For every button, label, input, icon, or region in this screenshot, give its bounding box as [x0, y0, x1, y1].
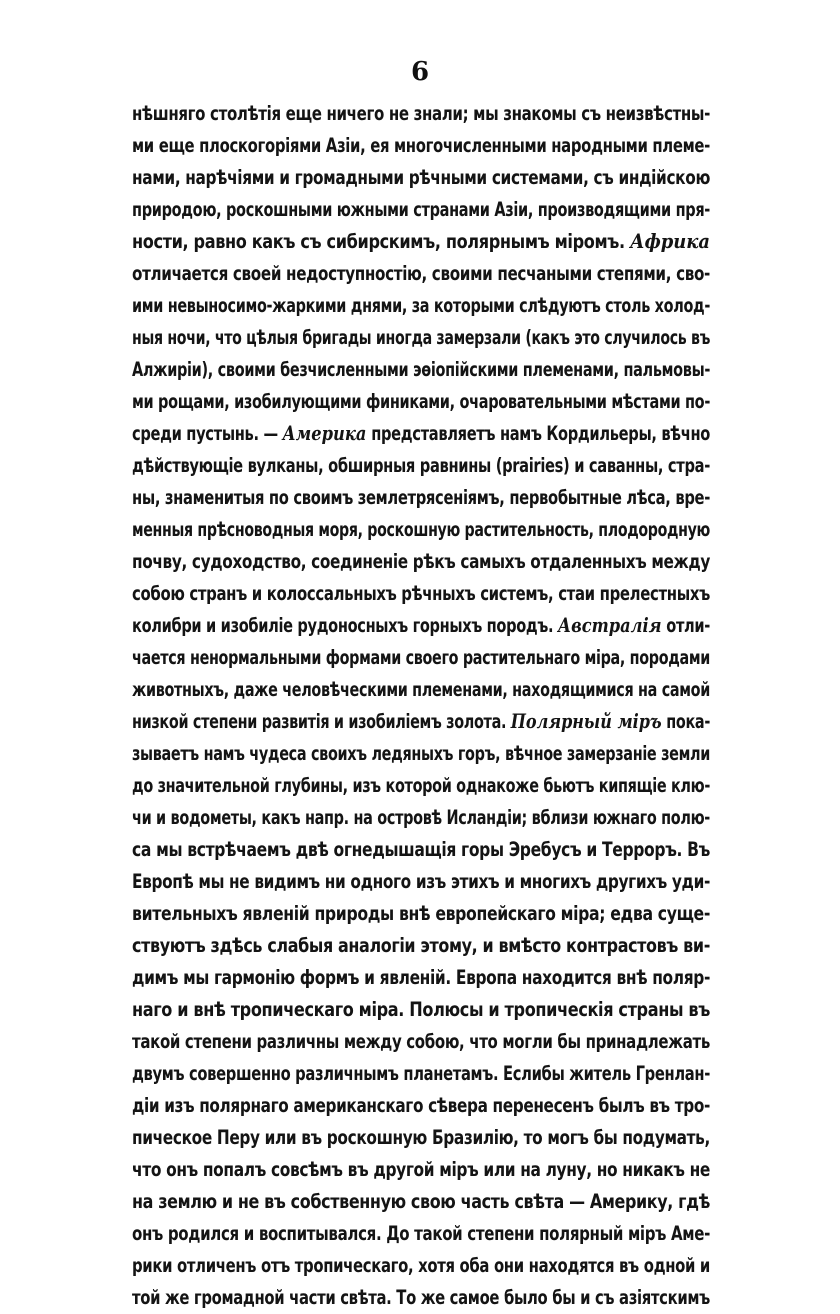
text-segment: низкой степени развитія и изобиліемъ золота. — [132, 710, 511, 733]
text-segment: природою, роскошными южными странами Азіи, производящими пря- — [132, 198, 711, 221]
text-line — [132, 194, 710, 226]
text-segment: чается ненормальными формами своего растительнаго міра, породами — [132, 646, 710, 669]
text-line — [132, 1090, 710, 1122]
text-line — [132, 578, 710, 610]
text-line — [132, 738, 710, 770]
text-line — [132, 962, 710, 994]
text-segment: такой степени различны между собою, что могли бы принадлежать — [132, 1030, 710, 1053]
text-segment: двумъ совершенно различнымъ планетамъ. Еслибы житель Гренлан- — [132, 1062, 710, 1085]
text-line — [132, 706, 710, 738]
text-segment: ныя ночи, что цѣлыя бригады иногда замерзали (какъ это случилось въ — [132, 326, 711, 349]
text-segment: нами, нарѣчіями и громадными рѣчными системами, съ индійскою — [132, 166, 711, 189]
text-line — [132, 322, 710, 354]
text-segment: животныхъ, даже человѣческими племенами, находящимися на самой — [132, 678, 710, 701]
text-line — [132, 1058, 710, 1090]
text-segment: вительныхъ явленій природы внѣ европейскаго міра; едва суще- — [132, 902, 711, 925]
text-segment: Алжиріи), своими безчисленными эѳіопійскими племенами, пальмовы- — [132, 358, 711, 381]
text-segment: рики отличенъ отъ тропическаго, хотя оба они находятся въ одной и — [132, 1254, 710, 1277]
text-segment: ми еще плоскогоріями Азіи, ея многочисленными народными племе- — [132, 134, 710, 157]
emphasized-term: Полярный міръ — [510, 710, 662, 733]
text-line — [132, 98, 710, 130]
text-line — [132, 930, 710, 962]
text-line — [132, 482, 710, 514]
text-segment: на землю и не въ собственную свою часть свѣта — Америку, гдѣ — [132, 1190, 711, 1213]
text-line — [132, 642, 710, 674]
text-line — [132, 258, 710, 290]
emphasized-term: Америка — [282, 422, 367, 445]
text-line — [132, 290, 710, 322]
text-line — [132, 1218, 710, 1250]
text-line — [132, 866, 710, 898]
text-segment: что онъ попалъ совсѣмъ въ другой міръ или на луну, но никакъ не — [132, 1158, 711, 1181]
text-line — [132, 450, 710, 482]
text-line — [132, 898, 710, 930]
text-segment: онъ родился и воспитывался. До такой степени полярный міръ Аме- — [132, 1222, 710, 1245]
text-segment: почву, судоходство, соединеніе рѣкъ самыхъ отдаленныхъ между — [132, 550, 710, 573]
text-line — [132, 546, 710, 578]
text-segment: менныя прѣсноводныя моря, роскошную растительность, плодородную — [132, 518, 711, 541]
text-segment: ны, знаменитыя по своимъ землетрясеніямъ, первобытные лѣса, вре- — [132, 486, 710, 509]
text-line — [132, 1154, 710, 1186]
text-segment: колибри и изобиліе рудоносныхъ горныхъ породъ. — [132, 614, 558, 637]
text-segment: наго и внѣ тропическаго міра. Полюсы и тропическія страны въ — [132, 998, 710, 1021]
text-line — [132, 514, 710, 546]
text-segment: ствуютъ здѣсь слабыя аналогіи этому, и вмѣсто контрастовъ ви- — [132, 934, 710, 957]
text-line — [132, 802, 710, 834]
text-segment: чи и водометы, какъ напр. на островѣ Исландіи; вблизи южнаго полю- — [132, 806, 710, 829]
text-segment: діи изъ полярнаго американскаго сѣвера перенесенъ былъ въ тро- — [132, 1094, 711, 1117]
emphasized-term: Африка — [629, 230, 711, 253]
text-line — [132, 1026, 710, 1058]
text-line — [132, 610, 710, 642]
text-line — [132, 418, 710, 450]
text-segment: ми рощами, изобилующими финиками, очаровательными мѣстами по- — [132, 390, 711, 413]
text-line — [132, 226, 710, 258]
text-segment: Европѣ мы не видимъ ни одного изъ этихъ и многихъ другихъ уди- — [132, 870, 710, 893]
text-line — [132, 386, 710, 418]
text-line — [132, 770, 710, 802]
text-segment: зываетъ намъ чудеса своихъ ледяныхъ горъ, вѣчное замерзаніе земли — [132, 742, 711, 765]
text-line — [132, 354, 710, 386]
text-line — [132, 130, 710, 162]
body-text — [132, 98, 710, 1314]
text-line — [132, 1282, 710, 1314]
text-segment: ими невыносимо-жаркими днями, за которыми слѣдуютъ столь холод- — [132, 294, 711, 317]
text-segment: той же громадной части свѣта. То же самое было бы и съ азіятскимъ — [132, 1286, 710, 1309]
text-segment: отличается своей недоступностію, своими песчаными степями, сво- — [132, 262, 711, 285]
text-segment: пическое Перу или въ роскошную Бразилію, то могъ бы подумать, — [132, 1126, 711, 1149]
text-segment: среди пустынь. — — [132, 422, 283, 445]
text-segment: отли- — [661, 614, 711, 637]
text-line — [132, 1250, 710, 1282]
text-line — [132, 674, 710, 706]
text-segment: ности, равно какъ съ сибирскимъ, полярнымъ міромъ. — [132, 230, 630, 253]
text-segment: собою странъ и колоссальныхъ рѣчныхъ системъ, стаи прелестныхъ — [132, 582, 711, 605]
text-segment: дѣйствующіе вулканы, обширныя равнины (prairies) и саванны, стра- — [132, 454, 710, 477]
text-segment: до значительной глубины, изъ которой однакоже бьютъ кипящіе клю- — [132, 774, 711, 797]
text-line — [132, 1122, 710, 1154]
text-line — [132, 162, 710, 194]
text-segment: пока- — [661, 710, 710, 733]
page-number: 6 — [410, 57, 430, 87]
text-segment: димъ мы гармонію формъ и явленій. Европа находится внѣ поляр- — [132, 966, 711, 989]
text-segment: нѣшняго столѣтія еще ничего не знали; мы знакомы съ неизвѣстны- — [132, 102, 711, 125]
emphasized-term: Австралія — [557, 614, 662, 637]
text-segment: са мы встрѣчаемъ двѣ огнедышащія горы Эребусъ и Терроръ. Въ — [132, 838, 711, 861]
text-line — [132, 994, 710, 1026]
text-line — [132, 834, 710, 866]
text-segment: представляетъ намъ Кордильеры, вѣчно — [366, 422, 710, 445]
